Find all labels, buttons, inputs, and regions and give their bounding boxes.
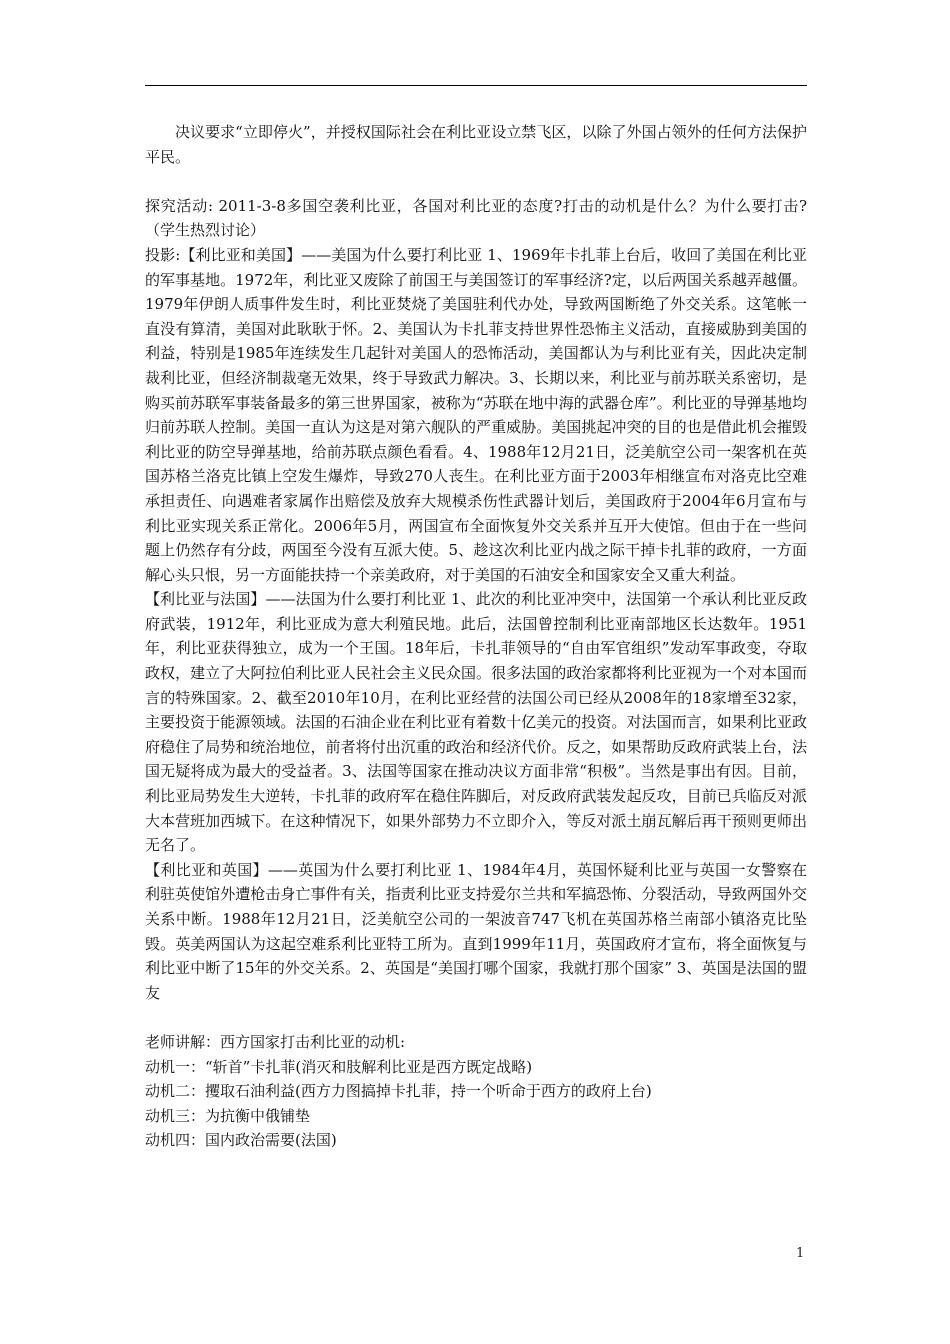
france-section-paragraph: 【利比亚与法国】——法国为什么要打利比亚 1、此次的利比亚冲突中，法国第一个承认利比亚反政府武装，1912年，利比亚成为意大利殖民地。此后，法国曾控制利比亚南部地区长达数年。1951年，利比亚获得独立，成为一个王国。18年后，卡扎菲领导的“自由军官组织”发动军事政变，夺取政权，建立了大阿拉伯利比亚人民社会主义民众国。很多法国的政治家都将利比亚视为一个对本国而言的特殊国家。2、截至2010年10月，在利比亚经营的法国公司已经从2008年的18家增至32家，主要投资于能源领域。法国的石油企业在利比亚有着数十亿美元的投资。对法国而言，如果利比亚政府稳住了局势和统治地位，前者将付出沉重的政治和经济代价。反之，如果帮助反政府武装上台，法国无疑将成为最大的受益者。3、法国等国家在推动决议方面非常“积极”。当然是事出有因。目前，利比亚局势发生大逆转，卡扎菲的政府军在稳住阵脚后，对反政府武装发起反攻，目前已兵临反对派大本营班加西城下。在这种情况下，如果外部势力不立即介入，等反对派土崩瓦解后再干预则更师出无名了。 xyxy=(145,590,807,855)
motive-item: 动机二：攫取石油利益(西方力图搞掉卡扎菲，持一个听命于西方的政府上台) xyxy=(145,1082,652,1101)
resolution-paragraph: 决议要求“立即停火”，并授权国际社会在利比亚设立禁飞区，以除了外国占领外的任何方法保护平民。 xyxy=(145,123,807,166)
motive-item: 动机三：为抗衡中俄铺垫 xyxy=(145,1106,311,1125)
document-body xyxy=(145,120,807,1153)
motive-item: 动机一：“斩首”卡扎菲(消灭和肢解利比亚是西方既定战略) xyxy=(145,1057,533,1076)
motive-item: 动机四：国内政治需要(法国) xyxy=(145,1131,337,1150)
uk-section-paragraph: 【利比亚和英国】——英国为什么要打利比亚 1、1984年4月，英国怀疑利比亚与英国一女警察在利驻英使馆外遭枪击身亡事件有关，指责利比亚支持爱尔兰共和军搞恐怖、分裂活动，导致两国外交关系中断。1988年12月21日，泛美航空公司的一架波音747飞机在英国苏格兰南部小镇洛克比坠毁。英美两国认为这起空难系利比亚特工所为。直到1999年11月，英国政府才宣布，将全面恢复与利比亚中断了15年的外交关系。2、英国是“美国打哪个国家，我就打那个国家” 3、英国是法国的盟友 xyxy=(145,860,807,1002)
header-rule xyxy=(145,85,807,86)
us-section-paragraph: 投影:【利比亚和美国】——美国为什么要打利比亚 1、1969年卡扎菲上台后，收回了美国在利比亚的军事基地。1972年，利比亚又废除了前国王与美国签订的军事经济?定，以后两国关系越弄越僵。1979年伊朗人质事件发生时，利比亚焚烧了美国驻利代办处，导致两国断绝了外交关系。这笔帐一直没有算清，美国对此耿耿于怀。2、美国认为卡扎菲支持世界性恐怖主义活动，直接威胁到美国的利益，特别是1985年连续发生几起针对美国人的恐怖活动，美国都认为与利比亚有关，因此决定制裁利比亚，但经济制裁毫无效果，终于导致武力解决。3、长期以来，利比亚与前苏联关系密切，是购买前苏联军事装备最多的第三世界国家，被称为“苏联在地中海的武器仓库”。利比亚的导弹基地均归前苏联人控制。美国一直认为这是对第六舰队的严重威胁。美国挑起冲突的目的也是借此机会摧毁利比亚的防空导弹基地，给前苏联点颜色看看。4、1988年12月21日，泛美航空公司一架客机在英国苏格兰洛克比镇上空发生爆炸，导致270人丧生。在利比亚方面于2003年相继宣布对洛克比空难承担责任、向遇难者家属作出赔偿及放弃大规模杀伤性武器计划后，美国政府于2004年6月宣布与利比亚实现关系正常化。2006年5月，两国宣布全面恢复外交关系并互开大使馆。但由于在一些问题上仍然存有分歧，两国至今没有互派大使。5、趁这次利比亚内战之际干掉卡扎菲的政府，一方面解心头只恨，另一方面能扶持一个亲美政府，对于美国的石油安全和国家安全又重大利益。 xyxy=(145,245,807,584)
activity-paragraph: 探究活动: 2011-3-8多国空袭利比亚，各国对利比亚的态度?打击的动机是什么？为什么要打击?（学生热烈讨论） xyxy=(145,196,807,240)
page-number: 1 xyxy=(796,1246,805,1261)
teacher-heading: 老师讲解：西方国家打击利比亚的动机: xyxy=(145,1032,406,1051)
